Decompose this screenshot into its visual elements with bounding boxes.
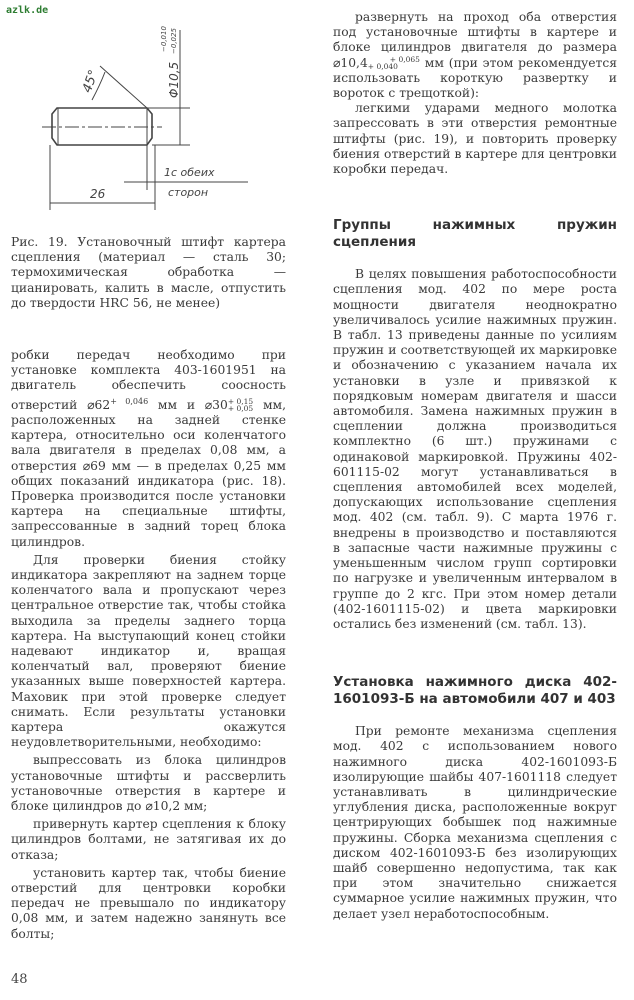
- chamfer-label-1: 1с обеих: [164, 166, 215, 179]
- angle-label: 45°: [79, 68, 102, 95]
- right-paragraph-4: При ремонте механизма сцепления мод. 402 с использованием нового нажимного диска 402-1601093-Б изолирующие шайбы 407-1601118 следует устанавливать в цилиндрические углубления диска, расположенные вокруг центрирующих бобышек под нажимные пружины. Сборка механизма сцепления с диском 402-1601093-Б без изолирующих шайб совершенно недопустима, так как при этом значительно снижается суммарное усилие нажимных пружин, что делает узел неработоспособным.: [333, 724, 617, 921]
- chamfer-label-2: сторон: [168, 186, 209, 199]
- length-label: 26: [90, 187, 106, 201]
- diameter-label: Φ10,5: [167, 61, 181, 98]
- right-column: [333, 10, 617, 922]
- watermark: azlk.de: [6, 5, 49, 16]
- left-paragraph-1: робки передач необходимо при установке комплекта 403-1601951 на двигатель обеспечить соосность отверстий $⌀62^{+ 0,046}$ мм и ⌀30+ 0,15 + 0,05 мм, расположенных на задней стенке картера, относительно оси коленчатого вала двигателя в пределах 0,08 мм, а отверстия ⌀69 мм — в пределах 0,25 мм общих показаний индикатора (рис. 18). Проверка производится после установки картера на специальные штифты, запрессованные в задний торец блока цилиндров.: [11, 348, 286, 549]
- left-paragraph-5: установить картер так, чтобы биение отверстий для центровки коробки передач не превышало по индикатору 0,08 мм, и затем надежно занянуть все болты;: [11, 865, 286, 941]
- right-paragraph-2: легкими ударами медного молотка запрессовать в эти отверстия ремонтные штифты (рис. 19), и повторить проверку биения отверстий в картере для центровки коробки передач.: [333, 101, 617, 177]
- diameter-tol-lower: −0,025: [170, 28, 178, 54]
- section-heading-pressure-disk: Установка нажимного диска 402-1601093-Б на автомобили 407 и 403: [333, 674, 617, 708]
- left-paragraph-2: Для проверки биения стойку индикатора закрепляют на заднем торце коленчатого вала и пропускают через центральное отверстие так, чтобы стойка выходила за пределы заднего торца картера. На выступающий конец стойки надевают индикатор и, вращая коленчатый вал, проверяют биение указанных выше поверхностей картера. Маховик при этой проверке следует снимать. Если результаты установки картера окажутся неудовлетворительными, необходимо:: [11, 552, 286, 750]
- right-paragraph-3: В целях повышения работоспособности сцепления мод. 402 по мере роста мощности двигателя неоднократно увеличивалось усилие нажимных пружин. В табл. 13 приведены данные по усилиям пружин и соответствующей их маркировке и обозначению с указанием начала их установки в узле и привязкой к порядковым номерам двигателя и шасси автомобиля. Замена нажимных пружин в сцеплении должна производиться комплектно (6 шт.) пружинами с одинаковой маркировкой. Пружины 402-601115-02 могут устанавливаться в сцепления автомобилей всех моделей, допускающих использование сцепления мод. 402 (см. табл. 9). С марта 1976 г. внедрены в производство и поставляются в запасные части нажимные пружины с уменьшенным числом групп сортировки по нагрузке и увеличенным интервалом в группе до 2 кгс. При этом номер детали (402-1601115-02) и цвета маркировки остались без изменений (см. табл. 13).: [333, 267, 617, 631]
- right-paragraph-1: развернуть на проход оба отверстия под установочные штифты в картере и блоке цилиндров двигателя до размера ⌀10,4 + 0,065 + 0,040 мм (при этом рекомендуется использовать короткую развертку и вороток с трещоткой):: [333, 10, 617, 101]
- figure-caption: Рис. 19. Установочный штифт картера сцепления (материал — сталь 30; термохимическая обработка — цианировать, калить в масле, отпустить до твердости HRC 56, не менее): [11, 235, 286, 310]
- pin-drawing: [30, 10, 260, 210]
- page-number: 48: [11, 972, 28, 987]
- left-column: [11, 348, 286, 942]
- diameter-tol-upper: −0,010: [160, 26, 168, 52]
- left-paragraph-3: выпрессовать из блока цилиндров установочные штифты и рассверлить установочные отверстия в картере и блоке цилиндров до ⌀10,2 мм;: [11, 753, 286, 813]
- section-heading-springs: Группы нажимных пружин сцепления: [333, 217, 617, 251]
- left-paragraph-4: привернуть картер сцепления к блоку цилиндров болтами, не затягивая их до отказа;: [11, 817, 286, 862]
